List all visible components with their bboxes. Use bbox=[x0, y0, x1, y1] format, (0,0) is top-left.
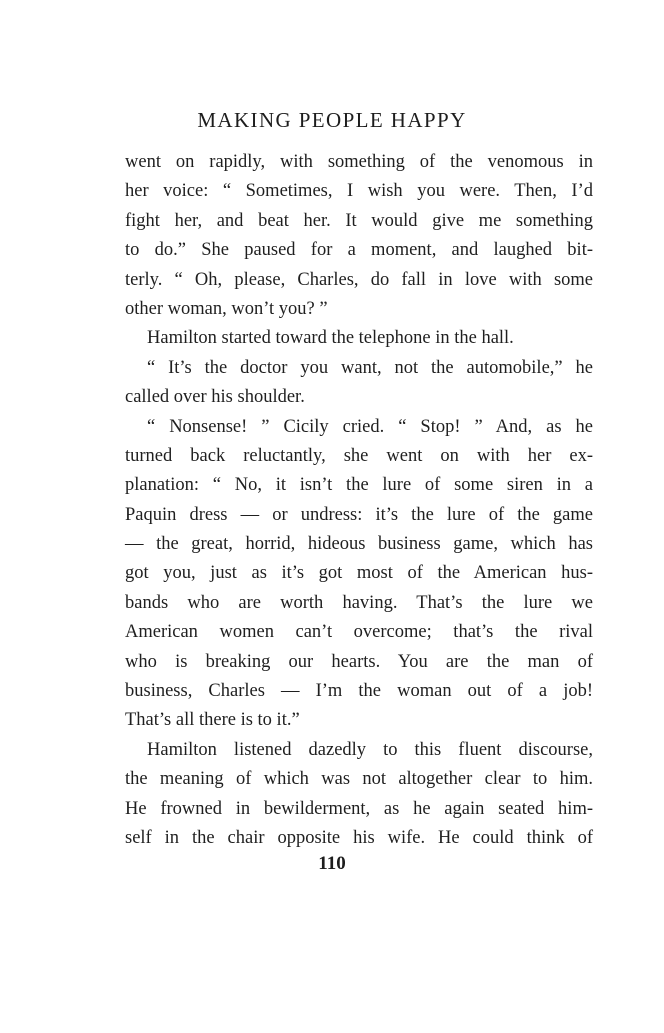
text-line: business, Charles — I’m the woman out of a job! bbox=[125, 681, 593, 702]
text-line: other woman, won’t you? ” bbox=[125, 298, 328, 319]
text-line: bands who are worth having. That’s the lure we bbox=[125, 592, 593, 613]
text-line: called over his shoulder. bbox=[125, 387, 305, 408]
text-line: who is breaking our hearts. You are the man of bbox=[125, 651, 593, 672]
text-line: got you, just as it’s got most of the American hus- bbox=[125, 563, 593, 584]
text-line: He frowned in bewilderment, as he again seated him- bbox=[125, 798, 593, 819]
text-line: American women can’t overcome; that’s the rival bbox=[125, 622, 593, 643]
text-line: terly. “ Oh, please, Charles, do fall in love with some bbox=[125, 269, 593, 290]
text-line: to do.” She paused for a moment, and laughed bit- bbox=[125, 240, 593, 261]
page-number: 110 bbox=[318, 853, 346, 874]
body-text bbox=[125, 148, 593, 853]
text-line: Hamilton listened dazedly to this fluent discourse, bbox=[147, 739, 593, 760]
text-line: went on rapidly, with something of the venomous in bbox=[125, 152, 593, 172]
text-line: Hamilton started toward the telephone in the hall. bbox=[147, 328, 514, 349]
text-line: planation: “ No, it isn’t the lure of some siren in a bbox=[125, 475, 593, 496]
text-line: That’s all there is to it.” bbox=[125, 710, 300, 731]
text-line: — the great, horrid, hideous business game, which has bbox=[125, 534, 593, 555]
running-head: MAKING PEOPLE HAPPY bbox=[197, 108, 467, 132]
text-line: fight her, and beat her. It would give me something bbox=[125, 210, 593, 231]
text-line: self in the chair opposite his wife. He could think of bbox=[125, 827, 593, 848]
text-line: the meaning of which was not altogether clear to him. bbox=[125, 769, 593, 790]
text-line: “ It’s the doctor you want, not the automobile,” he bbox=[147, 357, 593, 378]
text-line: her voice: “ Sometimes, I wish you were. Then, I’d bbox=[125, 181, 593, 202]
text-line: Paquin dress — or undress: it’s the lure of the game bbox=[125, 504, 593, 525]
text-line: “ Nonsense! ” Cicily cried. “ Stop! ” And, as he bbox=[147, 416, 593, 437]
text-line: turned back reluctantly, she went on with her ex- bbox=[125, 445, 593, 466]
